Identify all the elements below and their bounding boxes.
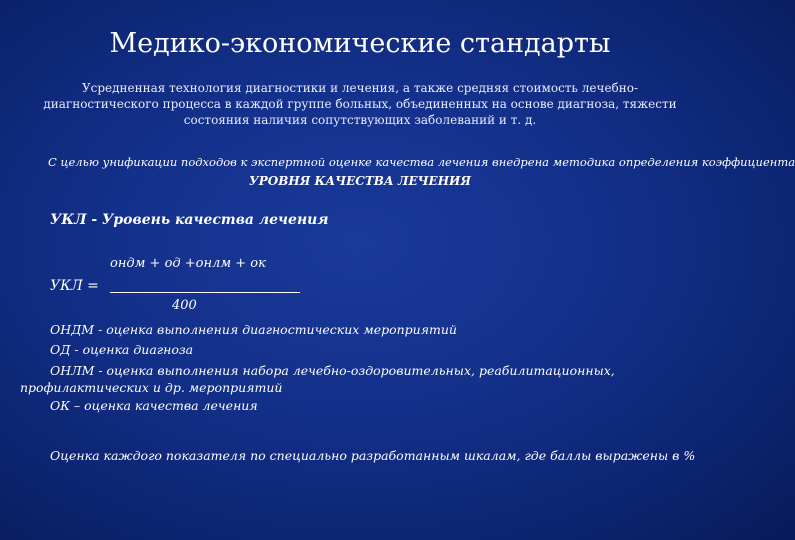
ukl-heading: УКЛ - Уровень качества лечения: [50, 212, 329, 228]
intro-paragraph: Усредненная технология диагностики и лечения, а также средняя стоимость лечебно-диагностического процесса в каждой группе больных, объединенных на основе диагноза, тяжести состояния наличия сопутствующих заболеваний и т. д.: [43, 81, 677, 127]
formula-lhs: УКЛ =: [50, 278, 99, 294]
definition-od: ОД - оценка диагноза: [50, 342, 194, 357]
definition-onlm: ОНЛМ - оценка выполнения набора лечебно-оздоровительных, реабилитационных, профилактических и др. мероприятий: [20, 363, 615, 395]
definition-ok: ОК – оценка качества лечения: [50, 398, 258, 413]
footer-note: Оценка каждого показателя по специально разработанным шкалам, где баллы выражены в %: [50, 448, 696, 463]
fraction-line: [110, 292, 300, 293]
purpose-emphasis: УРОВНЯ КАЧЕСТВА ЛЕЧЕНИЯ: [249, 174, 471, 188]
formula-numerator: ондм + од +онлм + ок: [110, 256, 266, 271]
definitions-list: [20, 320, 640, 416]
purpose-text: С целью унификации подходов к экспертной оценке качества лечения внедрена методика определения коэффициента: [48, 155, 795, 169]
slide-title: Медико-экономические стандарты: [109, 28, 611, 59]
definition-ondm: ОНДМ - оценка выполнения диагностических мероприятий: [50, 322, 457, 337]
formula-denominator: 400: [172, 298, 197, 313]
